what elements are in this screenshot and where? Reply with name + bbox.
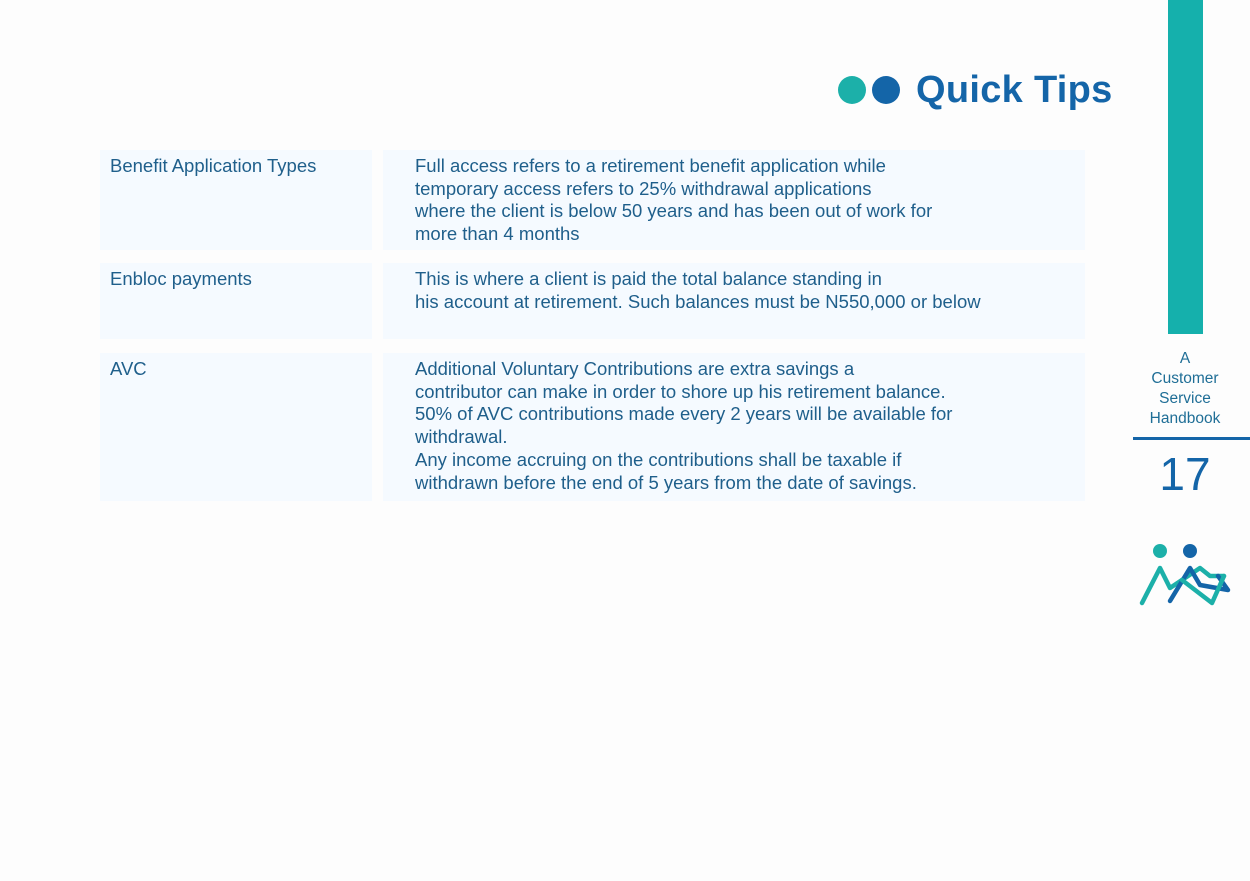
tip-description-line: withdrawn before the end of 5 years from the date of savings.: [415, 471, 917, 493]
side-accent-bar: [1168, 0, 1203, 334]
handbook-label-line: A: [1179, 350, 1191, 367]
tip-label-cell: [100, 150, 372, 250]
tip-description-line: temporary access refers to 25% withdrawal applications: [415, 177, 872, 199]
page-header: [838, 66, 1113, 114]
tip-label-cell: [100, 353, 372, 501]
tip-description-line: where the client is below 50 years and has been out of work for: [415, 200, 933, 222]
tip-row-avc: [100, 353, 1085, 501]
tip-description-line: 50% of AVC contributions made every 2 years will be available for: [415, 403, 953, 425]
tip-label: Enbloc payments: [110, 268, 252, 289]
tip-label: Benefit Application Types: [110, 155, 317, 176]
tip-description-line: more than 4 months: [415, 223, 580, 245]
tip-row-benefit-application-types: [100, 150, 1085, 250]
handbook-label-line: Handbook: [1149, 410, 1221, 427]
tip-description-cell: [383, 150, 1085, 250]
page-number: 17: [1159, 448, 1211, 500]
page-number-divider: [1133, 437, 1250, 440]
tip-description-line: his account at retirement. Such balances must be N550,000 or below: [415, 290, 981, 312]
tip-label-cell: [100, 263, 372, 339]
tip-description-line: This is where a client is paid the total balance standing in: [415, 268, 882, 289]
tip-description-line: contributor can make in order to shore up his retirement balance.: [415, 380, 946, 402]
tip-description-cell: [383, 263, 1085, 339]
handbook-label-line: Customer: [1151, 370, 1219, 387]
page-title: Quick Tips: [916, 69, 1113, 111]
tip-description-line: Additional Voluntary Contributions are extra savings a: [415, 358, 855, 379]
tip-description-line: withdrawal.: [415, 426, 508, 448]
tip-label: AVC: [110, 358, 147, 379]
tip-description-line: Full access refers to a retirement benefit application while: [415, 155, 886, 176]
tip-row-enbloc-payments: [100, 263, 1085, 339]
blue-dot-icon: [872, 76, 900, 104]
tip-description-line: Any income accruing on the contributions shall be taxable if: [415, 448, 902, 470]
teal-dot-icon: [838, 76, 866, 104]
handbook-label: [1136, 349, 1234, 429]
tip-description-cell: [383, 353, 1085, 501]
running-figures-logo-icon: [1138, 540, 1234, 608]
handbook-label-line: Service: [1159, 390, 1211, 407]
